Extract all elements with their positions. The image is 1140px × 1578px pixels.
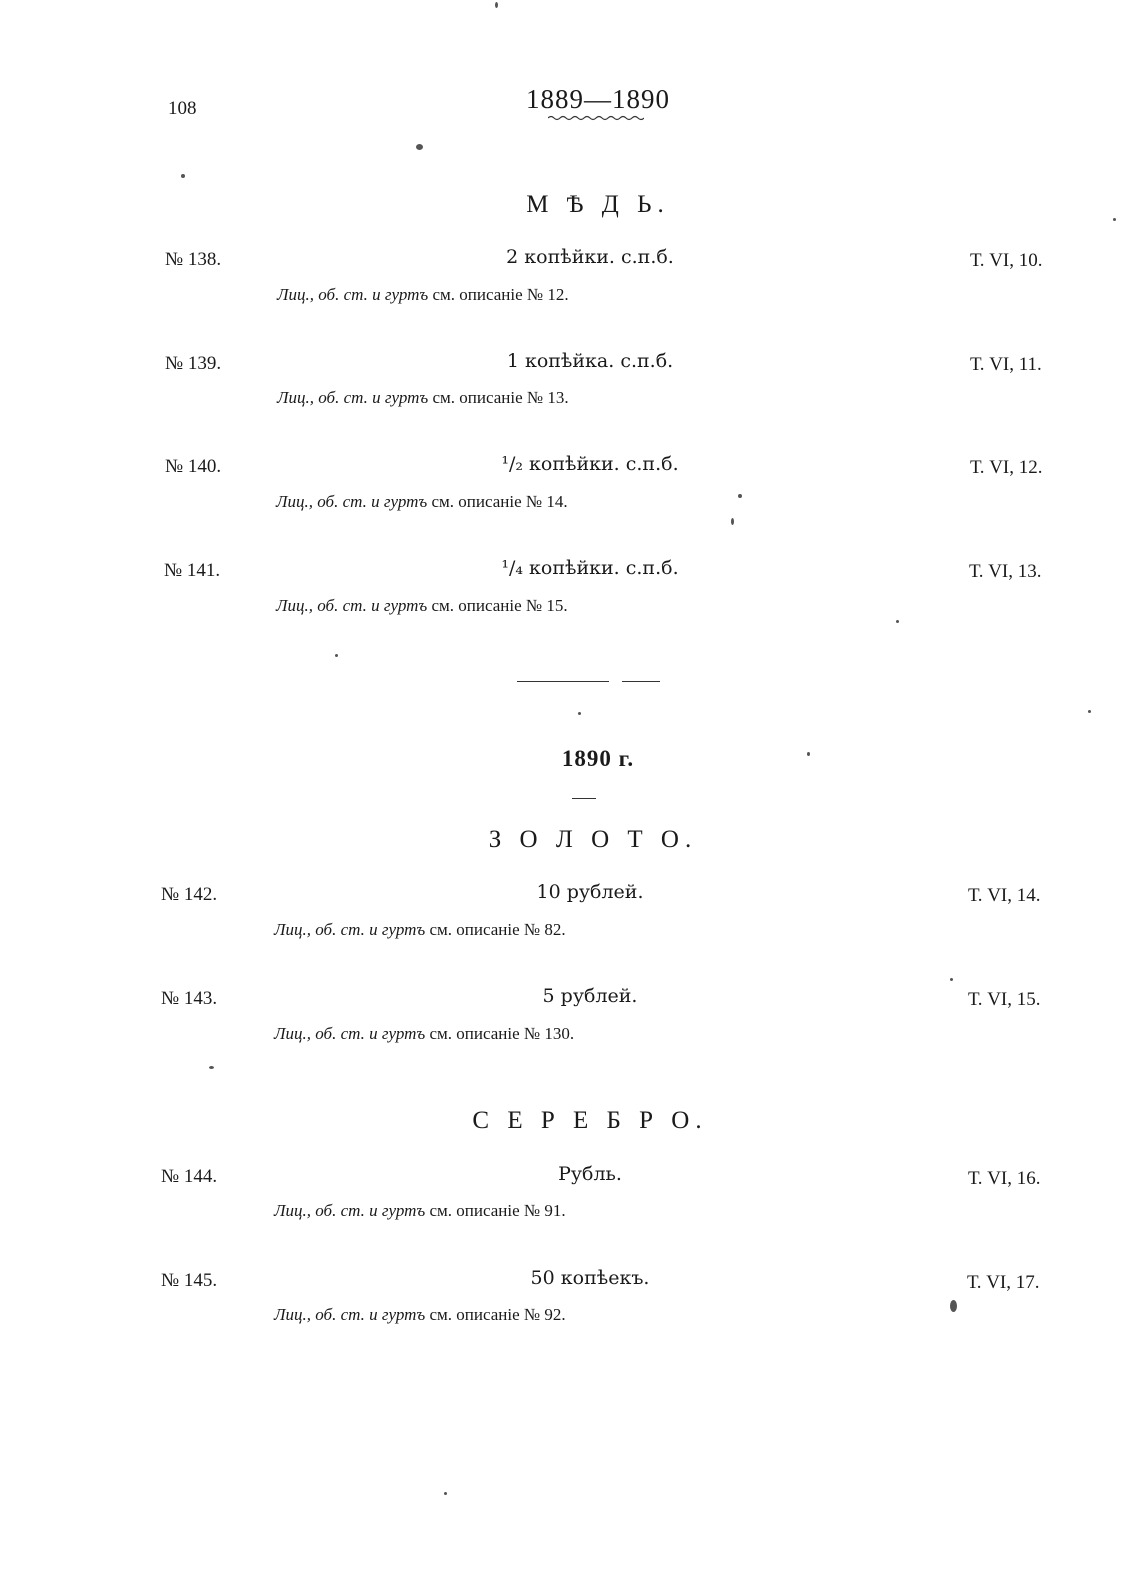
- entry-desc-ref: см. описаніе № 130.: [429, 1024, 575, 1043]
- header-wavy-rule: [548, 114, 644, 122]
- entry-plate-ref: Т. VI, 12.: [970, 457, 1043, 478]
- section-divider-dash: [622, 681, 660, 682]
- scan-speck: [731, 518, 734, 525]
- scan-speck: [495, 2, 498, 8]
- entry-plate-ref: Т. VI, 15.: [968, 989, 1041, 1010]
- scan-speck: [416, 144, 423, 150]
- entry-desc-ref: см. описаніе № 12.: [432, 285, 569, 304]
- entry-desc-ref: см. описаніе № 13.: [432, 388, 569, 407]
- entry-desc-abbrev: Лиц., об. ст. и гуртъ: [276, 596, 428, 615]
- entry-plate-ref: Т. VI, 10.: [970, 250, 1043, 271]
- page-number: 108: [168, 98, 197, 119]
- entry-title: 5 рублей.: [542, 985, 638, 1007]
- entry-title: 50 копѣекъ.: [530, 1267, 650, 1289]
- entry-title: ¹/₂ копѣйки. с.п.б.: [501, 453, 679, 475]
- scan-speck: [738, 494, 742, 498]
- entry-number: № 141.: [164, 560, 221, 581]
- entry-plate-ref: Т. VI, 16.: [968, 1168, 1041, 1189]
- year-heading-rule: [572, 798, 596, 799]
- entry-desc-abbrev: Лиц., об. ст. и гуртъ: [274, 920, 426, 939]
- entry-desc-abbrev: Лиц., об. ст. и гуртъ: [274, 1201, 426, 1220]
- entry-title: Рубль.: [558, 1163, 622, 1185]
- entry-title: ¹/₄ копѣйки. с.п.б.: [501, 557, 679, 579]
- scan-speck: [209, 1066, 214, 1069]
- entry-plate-ref: Т. VI, 14.: [968, 885, 1041, 906]
- entry-desc-ref: см. описаніе № 82.: [429, 920, 566, 939]
- section-heading-silver: С Е Р Е Б Р О.: [472, 1107, 708, 1134]
- entry-desc-ref: см. описаніе № 92.: [429, 1305, 566, 1324]
- scan-speck: [1113, 218, 1116, 221]
- entry-plate-ref: Т. VI, 11.: [970, 354, 1042, 375]
- entry-desc-ref: см. описаніе № 15.: [431, 596, 568, 615]
- entry-description: [274, 1305, 566, 1325]
- scan-speck: [950, 1300, 957, 1312]
- scan-speck: [578, 712, 581, 715]
- entry-number: № 144.: [161, 1166, 218, 1187]
- entry-title: 10 рублей.: [536, 881, 644, 903]
- scan-speck: [896, 620, 899, 623]
- scan-speck: [335, 654, 338, 657]
- entry-desc-ref: см. описаніе № 91.: [429, 1201, 566, 1220]
- entry-desc-abbrev: Лиц., об. ст. и гуртъ: [277, 388, 429, 407]
- entry-title: 1 копѣйка. с.п.б.: [506, 350, 674, 372]
- entry-description: [276, 596, 568, 616]
- entry-description: [277, 285, 569, 305]
- entry-description: [276, 492, 568, 512]
- entry-plate-ref: Т. VI, 17.: [967, 1272, 1040, 1293]
- scan-speck: [181, 174, 185, 178]
- entry-desc-abbrev: Лиц., об. ст. и гуртъ: [277, 285, 429, 304]
- entry-number: № 143.: [161, 988, 218, 1009]
- section-divider: [517, 681, 609, 682]
- scan-speck: [807, 752, 810, 756]
- entry-number: № 142.: [161, 884, 218, 905]
- running-head: 1889—1890: [526, 84, 670, 114]
- entry-desc-abbrev: Лиц., об. ст. и гуртъ: [276, 492, 428, 511]
- entry-number: № 138.: [165, 249, 222, 270]
- scan-speck: [950, 978, 953, 981]
- section-heading-copper: М Ѣ Д Ь.: [526, 191, 670, 218]
- entry-desc-abbrev: Лиц., об. ст. и гуртъ: [274, 1305, 426, 1324]
- scan-speck: [1088, 710, 1091, 713]
- year-heading: 1890 г.: [561, 746, 635, 771]
- entry-description: [274, 1201, 566, 1221]
- entry-plate-ref: Т. VI, 13.: [969, 561, 1042, 582]
- entry-description: [274, 920, 566, 940]
- entry-desc-abbrev: Лиц., об. ст. и гуртъ: [274, 1024, 426, 1043]
- entry-description: [274, 1024, 574, 1044]
- entry-number: № 139.: [165, 353, 222, 374]
- entry-number: № 140.: [165, 456, 222, 477]
- scan-speck: [444, 1492, 447, 1495]
- entry-desc-ref: см. описаніе № 14.: [431, 492, 568, 511]
- entry-description: [277, 388, 569, 408]
- section-heading-gold: З О Л О Т О.: [488, 826, 698, 853]
- entry-number: № 145.: [161, 1270, 218, 1291]
- entry-title: 2 копѣйки. с.п.б.: [506, 246, 674, 268]
